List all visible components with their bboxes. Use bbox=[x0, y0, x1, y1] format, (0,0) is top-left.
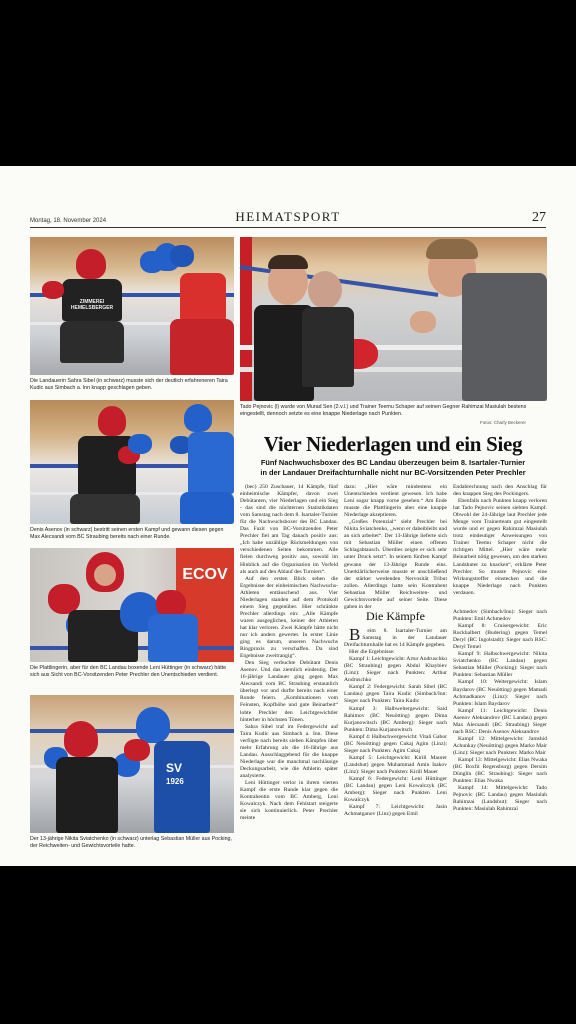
photo-credit: Fotos: Charly Beckerer bbox=[480, 420, 527, 425]
subline-line-2: in der Landauer Dreifachturnhalle nicht nur BC-Vorsitzenden Peter Prechler bbox=[260, 468, 526, 477]
caption-main-photo: Tado Pejnovic (l) wurde von Murad Sen (2.v.l.) und Trainer Teemu Schaper auf seinen Gegner Rahimzai Masiulah bestens eingestellt, dennoch setzte es eine knappe Niederlage nach Punkten. bbox=[240, 404, 527, 417]
paragraph: Kampf 12: Mittelgewicht: Jamshid Achunkay (Neuötting) gegen Marko Mair (Linz): Sieger nach Punkten: Marko Mair bbox=[453, 735, 547, 756]
paragraph: Kampf 6: Federgewicht: Leni Hüttinger (BC Landau) gegen Leni Kowalczyk (BC Amberg): Sieger nach Punkten Leni Kowalczyk bbox=[344, 775, 447, 804]
paragraph: Kampf 13: Mittelgewicht: Elias Nwaka (BC Boxfit Regensburg) gegen Dersim Dünglin (BC Straubing): Sieger nach Punkten: Elias Nwaka bbox=[453, 756, 547, 785]
subline-line-1: Fünf Nachwuchsboxer des BC Landau überzeugen beim 8. Isartaler-Turnier bbox=[260, 458, 526, 467]
caption-photo-3: Die Plattlingerin, aber für den BC Landau boxende Leni Hüttinger (in schwarz) hätte sich aus Sicht von BC-Vorsitzenden Peter Prechler den Unentschieden verdient. bbox=[30, 665, 227, 678]
banner-text: ECOV bbox=[182, 566, 228, 583]
paragraph: (bec) 250 Zuschauer, 14 Kämpfe, fünf einheimische Kämpfer, davon zwei Debütanten, vier Niederlagen und ein Sieg - das sind die nüchternen Statistikdaten vom Samstag nach dem 8. Isartaler-Turnier für die Nachwuchsboxer des BC Landau. Das Fazit von BC-Vorsitzenden Peter Prechler fiel am Tag danach positiv aus: „Ich habe unzählige Rückmeldungen von verschiedenen Seiten bekommen. Alle fielen durchweg positiv aus, sowohl im Hinblick auf die Organisation im Vorfeld als auch auf den Ablauf des Turniers“. bbox=[240, 484, 338, 575]
paragraph: Kampf 4: Halbschwergewicht: Vitali Gabor (BC Neuötting) gegen Cukaj Agim (Linz): Sieger nach Punkten: Agim Cukaj bbox=[344, 733, 447, 754]
paragraph: Ebenfalls nach Punkten knapp verloren hat Tado Pejnovic seinen siebten Kampf. Obwohl der 24-Jährige laut Prechler jede Menge vom Trainerteam gut eingestellt wurde und er gegen Rahimzai Masiulah trotz eindeutiger Anweisungen von Trainer Teemu Schaper nicht die richtigen Mittel. „Hier wäre mehr Beinarbeit nötig gewesen, um den starken Landshuter zu knacken“, erklärte Peter Prechler. So musste Pejnovic eine Wirkungstreffer einstecken und die knappe Niederlage nach Punkten verdauen. bbox=[453, 498, 547, 596]
results-heading: Die Kämpfe bbox=[366, 609, 425, 623]
caption-photo-4: Der 13-jährige Nikita Sviatchenko (in schwarz) unterlag Sebastian Müller aus Pocking, der Reichweiten- und Gewichtsvorteile hatte. bbox=[30, 836, 232, 849]
paragraph: B eim 8. Isartaler-Turnier am Samstag in der Landauer Dreifachturnhalle hat es 14 Kämpfe gegeben. bbox=[344, 625, 447, 649]
paragraph: Achmedov (Simbach/Inn): Sieger nach Punkten: Emil Achmedov bbox=[453, 609, 547, 623]
paragraph: Endabrechnung nach den Anschlag für den knappen Sieg des Pockingers. bbox=[453, 484, 547, 498]
article-column-3 bbox=[453, 484, 547, 606]
article-column-2 bbox=[344, 484, 447, 610]
article-column-1 bbox=[240, 484, 338, 852]
paragraph: Kampf 2: Federgewicht: Sarah Sibel (BC Landau) gegen Taira Kudic (Simbach/Inn: Sieger nach Punkten: Taira Kudic bbox=[344, 684, 447, 705]
singlet-sponsor: ZIMMEREI HEMELSBERGER bbox=[70, 299, 114, 311]
photo-sahra-sibel bbox=[30, 237, 234, 375]
paragraph: Kampf 5: Leichtgewicht: Kirill Maurer (Landshut) gegen Muhammad Amin Isakov (Linz): Sieger nach Punkten: Kirill Mauer bbox=[344, 754, 447, 775]
section-title: HEIMATSPORT bbox=[235, 209, 341, 224]
paragraph: „Großes Potenzial“ sieht Prechler bei Nikita Sviatchenko, „wenn er dabeibleibt und an sich arbeitet“. Der 13-Jährige lieferte sich mit Sebastian Müller einen offenen Schlagabtausch. Überdies zeigte er sich sehr unter Druck setzt“. In seinem fünften Kampf gewann der 13-Jährige Runde eins. Unerklärlicherweise musste er anschließend der stärker werdenden Nervosität Tribut zollen. Allerdings hatte sein Kontrahent Sebastian Müller Reichweiten- und Gewichtsvorteile auf seiner Seite. Diese gaben in der bbox=[344, 519, 447, 610]
paragraph: Auf den ersten Blick sehen die Ergebnisse der einheimischen Nachwuchs-Athleten enttäuschend aus. Vier Niederlagen standen auf dem Protokoll einem Sieg gegenüber. Hier schränkte Prechler allerdings ein: „Alle Kämpfe waren ausgeglichen, keiner der Athleten hat klar verloren. Zwei Kämpfe hätte nicht nur ich anders gewertet. In erster Linie ging es darum, unseren Nachwuchs Ringpraxis zu verschaffen. Da sind Ergebnisse zweitrangig“. bbox=[240, 575, 338, 660]
paragraph: dazu: „Hier wäre mindestens ein Unentschieden verdient gewesen. Ich habe Leni sogar knapp vorne gesehen.“ Am Ende musste die Plattlingerin aber eine knappe Niederlage akzeptieren. bbox=[344, 484, 447, 519]
photo-denis-asenov bbox=[30, 400, 234, 524]
singlet-letters: SV bbox=[166, 761, 183, 775]
newspaper-page bbox=[0, 166, 576, 866]
article-subline bbox=[240, 458, 546, 478]
caption-photo-1: Die Landauerin Sahra Sibel (in schwarz) musste sich der deutlich erfahreneren Taira Kudic aus Simbach a. Inn knapp geschlagen geben. bbox=[30, 378, 228, 391]
singlet-year: 1926 bbox=[166, 777, 184, 786]
paragraph: Kampf 1: Leichtgewicht: Artur Andruschko (BC Straubing) gegen Abdul Khaybiev (Linz): Sieger nach Punkten: Arthur Andruschko bbox=[344, 656, 447, 684]
page-number: 27 bbox=[532, 210, 546, 225]
paragraph: Hier die Ergebnisse: bbox=[349, 649, 395, 656]
photo-leni-huettinger bbox=[30, 548, 234, 662]
paragraph: Den Sieg verbuchte Debütant Denis Asenov. Und das ziemlich eindeutig. Der 16-jährige Landauer ging gegen Max Alecsandi vom BC Straubing erstaunlich überlegt vor und durfte bereits nach einer Runde feiern. „Kombinationen vom Feinsten, Kopfhöhe und gute Beinarbeit“ lobte Prechler den Leichtgewichtler hinterher in höchsten Tönen. bbox=[240, 660, 338, 723]
results-column-1 bbox=[344, 625, 447, 852]
paragraph: Kampf 11: Leichtgewicht: Denis Asenov Aleksandrov (BC Landau) gegen Max Alecsandi (BC Straubing) Sieger nach RSC: Denis Asenov Aleksandrov bbox=[453, 707, 547, 735]
paragraph: Sahra Sibel traf im Federgewicht auf Taira Kudic aus Simbach a. Inn. Diese verfügte nach bereits sieben Kämpfen über mehr Erfahrung als die 16-Jährige aus Landau. Ausschlaggebend für die knappe Niederlage war die manchmal nachlässige Deckungsarbeit, wie die Athletin später analysierte. bbox=[240, 723, 338, 779]
paragraph: Kampf 9: Halbschwergewicht: Nikita Sviatchenko (BC Landau) gegen Sebastian Müller (Pocking): Sieger nach Punkten: Sebastian Müller bbox=[453, 651, 547, 679]
paragraph: Kampf 14: Mittelgewicht: Tado Pejnovic (BC Landau) gegen Masiulah Rahimzai (Landshut): Sieger nach Punkten: Masiulah Rahimzai bbox=[453, 785, 547, 813]
results-column-2-lower bbox=[453, 609, 547, 852]
paragraph: Kampf 7: Leichtgewicht: Jasin Achmatganov (Linz) gegen Emil bbox=[344, 804, 447, 818]
page-header bbox=[30, 206, 546, 228]
photo-main-coaches bbox=[240, 237, 547, 401]
article-headline: Vier Niederlagen und ein Sieg bbox=[263, 432, 523, 456]
drop-cap: B bbox=[349, 625, 361, 644]
paragraph: Kampf 8: Cruisergewicht: Eric Ruckhalbert (Budering) gegen Temel Deryl (BC Ingolstadt): Sieger nach RSC: Deryl Temel bbox=[453, 623, 547, 651]
caption-photo-2: Denis Asenov (in schwarz) bestritt seinen ersten Kampf und gewann diesen gegen Max Alecsandi vom BC Straubing bereits nach einer Runde. bbox=[30, 527, 224, 540]
photo-nikita-sviatchenko bbox=[30, 695, 234, 833]
paragraph: Kampf 10: Weltergewicht: Islam Baydarov (BC Neuötting) gegen Mamadi Achmadkanov (Linz): Sieger nach Punkten: Islam Baydarov bbox=[453, 679, 547, 707]
paragraph: Kampf 3: Halbweltergewicht: Said Rahimov (BC Neuötting) gegen Dima Kurjanowitsch (BC Amberg): Sieger nach Punkten: Dima Kurjanowitsch bbox=[344, 705, 447, 733]
issue-date: Montag, 18. November 2024 bbox=[30, 218, 107, 224]
paragraph: Leni Hüttinger verlor in ihrem vierten Kampf die erste Runde klar gegen die Kontrahentin vom BC Amberg, Leni Kowalczyk. Nach dem Fehlstart steigerte sie sich kontinuierlich. Peter Prechler meinte bbox=[240, 779, 338, 822]
